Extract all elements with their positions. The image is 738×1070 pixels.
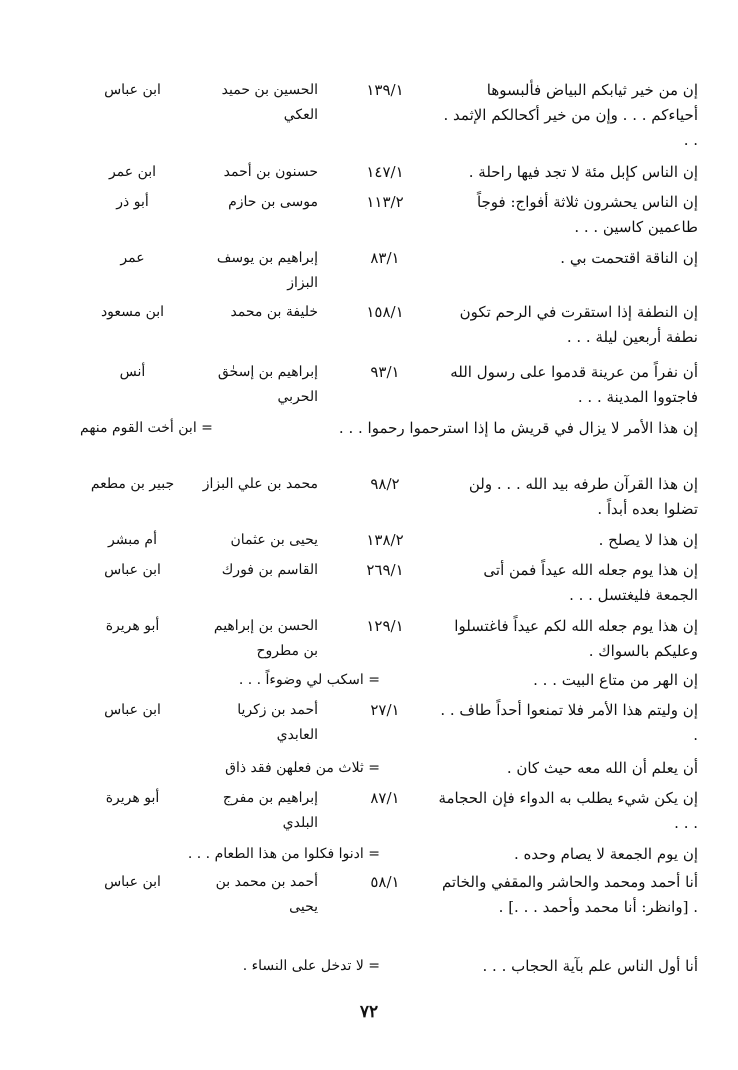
hadith-text: إن الناقة اقتحمت بي . bbox=[560, 249, 698, 267]
volume-page-ref: ١٣٩/١ bbox=[366, 81, 404, 99]
volume-page-ref: ١٥٨/١ bbox=[366, 303, 404, 321]
see-also-reference bbox=[150, 756, 380, 781]
hadith-text: إن يكن شيء يطلب به الدواء فإن الحجامة . . . bbox=[438, 789, 698, 832]
volume-page-ref: ١٢٩/١ bbox=[366, 617, 404, 635]
see-also-reference bbox=[150, 842, 380, 867]
narrator-name: أحمد بن زكريا العابدي bbox=[237, 702, 318, 743]
see-also-reference bbox=[150, 668, 380, 693]
companion-name: أنس bbox=[119, 364, 146, 380]
narrator-name: إبراهيم بن مفرج البلدي bbox=[222, 790, 318, 831]
hadith-text: إن هذا يوم جعله الله لكم عيداً فاغتسلوا وعليكم بالسواك . bbox=[454, 617, 698, 660]
see-also-text: اسكب لي وضوءاً . . . bbox=[238, 672, 364, 688]
narrator-name: الحسين بن حميد العكي bbox=[221, 82, 318, 123]
volume-page-ref: ٥٨/١ bbox=[370, 873, 400, 891]
narrator-name: إبراهيم بن إسحٰق الحربي bbox=[217, 364, 318, 405]
hadith-text: إن هذا الأمر لا يزال في قريش ما إذا استرحموا رحموا . . . bbox=[338, 419, 698, 437]
volume-page-ref: ٨٧/١ bbox=[370, 789, 400, 807]
narrator-name: أحمد بن محمد بن يحيى bbox=[215, 874, 318, 915]
volume-page-ref: ٩٣/١ bbox=[370, 363, 400, 381]
companion-name: أم مبشر bbox=[108, 532, 157, 548]
equals-sign: = bbox=[368, 672, 380, 688]
see-also-text: ابن أخت القوم منهم bbox=[80, 420, 197, 436]
volume-page-ref: ٩٨/٢ bbox=[370, 475, 400, 493]
hadith-text: إن هذا لا يصلح . bbox=[598, 531, 698, 549]
narrator-name: إبراهيم بن يوسف البزاز bbox=[216, 250, 318, 291]
see-also-text: ادنوا فكلوا من هذا الطعام . . . bbox=[187, 846, 364, 862]
companion-name: عمر bbox=[120, 250, 145, 266]
hadith-text: أنا أحمد ومحمد والحاشر والمقفي والخاتم . [وانظر: أنا محمد وأحمد . . .] . bbox=[441, 873, 698, 916]
narrator-name: موسى بن حازم bbox=[228, 194, 318, 210]
equals-sign: = bbox=[368, 958, 380, 974]
volume-page-ref: ١٣٨/٢ bbox=[366, 531, 404, 549]
companion-name: جبير بن مطعم bbox=[90, 476, 175, 492]
narrator-name: محمد بن علي البزاز bbox=[202, 476, 318, 492]
see-also-reference bbox=[150, 954, 380, 979]
hadith-text: أنا أول الناس علم بآية الحجاب . . . bbox=[482, 957, 698, 975]
volume-page-ref: ١٤٧/١ bbox=[366, 163, 404, 181]
hadith-text: أن نفراً من عرينة قدموا على رسول الله فاجتووا المدينة . . . bbox=[450, 363, 698, 406]
volume-page-ref: ٨٣/١ bbox=[370, 249, 400, 267]
narrator-name: خليفة بن محمد bbox=[230, 304, 318, 320]
hadith-text: أن يعلم أن الله معه حيث كان . bbox=[506, 759, 698, 777]
companion-name: ابن عباس bbox=[104, 702, 161, 718]
hadith-text: إن الناس كإبل مئة لا تجد فيها راحلة . bbox=[468, 163, 698, 181]
hadith-text: إن الناس يحشرون ثلاثة أفواج: فوجاً طاعمين كاسين . . . bbox=[476, 193, 698, 236]
companion-name: أبو ذر bbox=[116, 194, 149, 210]
see-also-text: ثلاث من فعلهن فقد ذاق bbox=[225, 760, 364, 776]
companion-name: ابن عباس bbox=[104, 874, 161, 890]
equals-sign: = bbox=[368, 760, 380, 776]
page-number: ٧٢ bbox=[359, 1002, 379, 1022]
hadith-text: إن وليتم هذا الأمر فلا تمنعوا أحداً طاف . . . bbox=[440, 701, 698, 744]
equals-sign: = bbox=[201, 420, 213, 436]
companion-name: ابن عباس bbox=[104, 82, 161, 98]
companion-name: أبو هريرة bbox=[105, 618, 160, 634]
volume-page-ref: ٢٧/١ bbox=[370, 701, 400, 719]
companion-name: أبو هريرة bbox=[105, 790, 160, 806]
hadith-text: إن الهر من متاع البيت . . . bbox=[533, 671, 698, 689]
narrator-name: القاسم بن فورك bbox=[221, 562, 318, 578]
hadith-text: إن هذا يوم جعله الله عيداً فمن أتى الجمعة فليغتسل . . . bbox=[483, 561, 698, 604]
narrator-name: حسنون بن أحمد bbox=[223, 164, 318, 180]
see-also-reference bbox=[80, 416, 320, 441]
hadith-text: إن هذا القرآن طرفه بيد الله . . . ولن تضلوا بعده أبداً . bbox=[468, 475, 698, 518]
volume-page-ref: ٢٦٩/١ bbox=[366, 561, 404, 579]
narrator-name: يحيى بن عثمان bbox=[230, 532, 318, 548]
hadith-text: إن النطفة إذا استقرت في الرحم تكون نطفة أربعين ليلة . . . bbox=[459, 303, 698, 346]
hadith-text: إن يوم الجمعة لا يصام وحده . bbox=[514, 845, 698, 863]
narrator-name: الحسن بن إبراهيم بن مطروح bbox=[213, 618, 318, 659]
companion-name: ابن عباس bbox=[104, 562, 161, 578]
companion-name: ابن مسعود bbox=[100, 304, 165, 320]
companion-name: ابن عمر bbox=[108, 164, 157, 180]
hadith-text: إن من خير ثيابكم البياض فألبسوها أحياءكم . . . وإن من خير أكحالكم الإثمد . . . bbox=[443, 81, 698, 149]
volume-page-ref: ١١٣/٢ bbox=[366, 193, 404, 211]
see-also-text: لا تدخل على النساء . bbox=[242, 958, 364, 974]
equals-sign: = bbox=[368, 846, 380, 862]
